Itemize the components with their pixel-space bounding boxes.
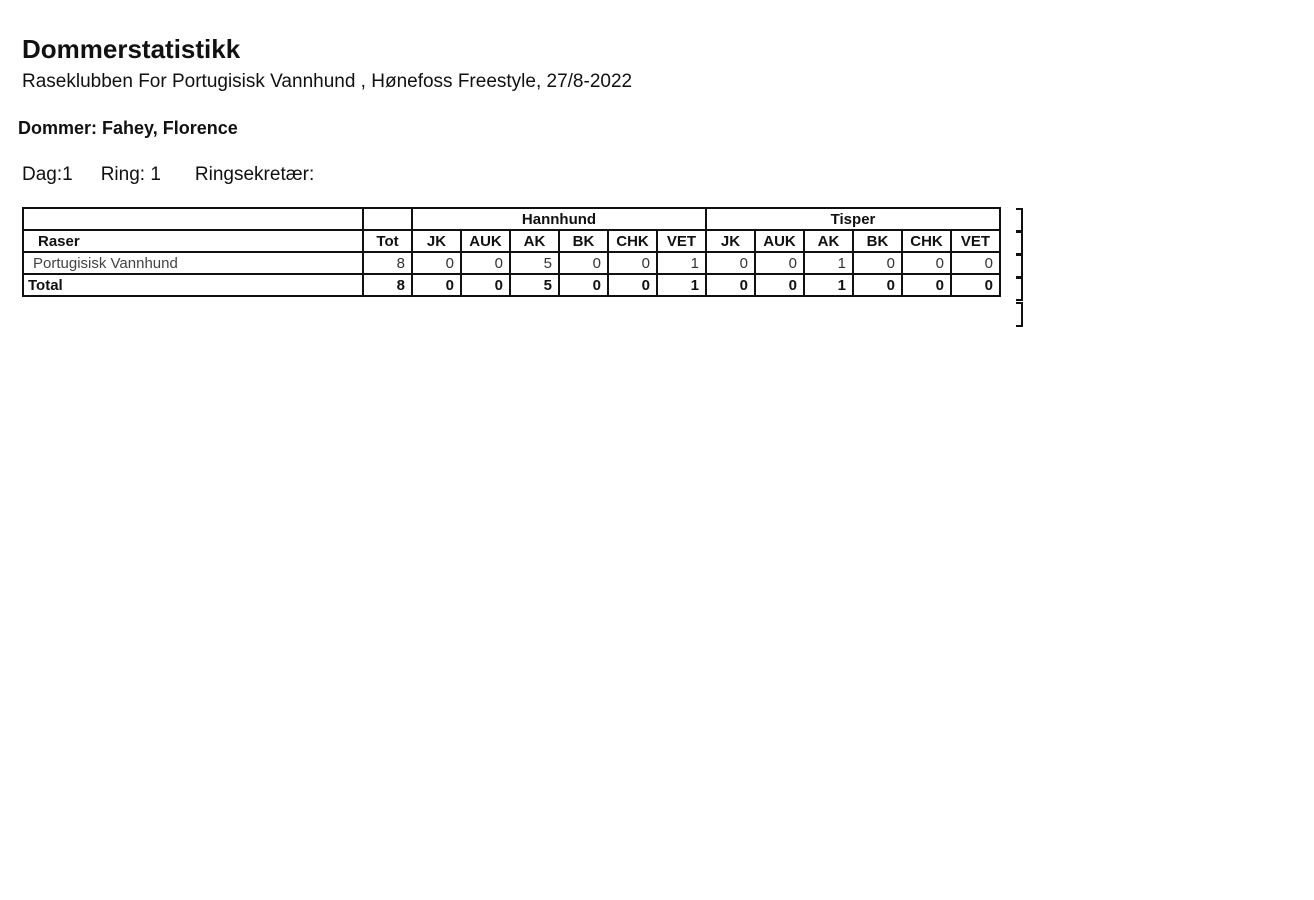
total-cell: 0 [461,274,510,296]
group-header-blank [23,208,363,230]
table-cell: 0 [461,252,510,274]
table-cell: 0 [755,252,804,274]
row-bracket [1016,208,1023,232]
row-bracket [1016,254,1023,278]
group-header-male: Hannhund [412,208,706,230]
event-subtitle: Raseklubben For Portugisisk Vannhund , Hønefoss Freestyle, 27/8-2022 [22,71,633,92]
total-cell: 1 [657,274,706,296]
total-cell: 1 [804,274,853,296]
row-bracket [1016,231,1023,255]
column-header: AK [804,230,853,252]
column-header: JK [706,230,755,252]
table-row [23,252,1000,274]
judge-statistics-table [22,207,1001,297]
row-tot: 8 [363,252,412,274]
table-cell: 5 [510,252,559,274]
column-header-row [23,230,1000,252]
total-cell: 0 [853,274,902,296]
total-cell: 0 [951,274,1000,296]
table-cell: 0 [902,252,951,274]
day-label: Dag:1 [22,164,73,185]
total-cell: 0 [559,274,608,296]
total-cell: 0 [706,274,755,296]
column-header: VET [657,230,706,252]
table-cell: 1 [657,252,706,274]
table-cell: 0 [559,252,608,274]
group-header-female: Tisper [706,208,1000,230]
row-bracket [1016,277,1023,301]
table-cell: 0 [608,252,657,274]
table-cell: 0 [951,252,1000,274]
row-bracket [1016,302,1023,327]
total-tot: 8 [363,274,412,296]
table-cell: 0 [412,252,461,274]
column-header: BK [853,230,902,252]
total-cell: 0 [608,274,657,296]
table-cell: 0 [706,252,755,274]
column-header: VET [951,230,1000,252]
column-header: AK [510,230,559,252]
column-header: BK [559,230,608,252]
column-header: JK [412,230,461,252]
total-cell: 0 [755,274,804,296]
table-cell: 0 [853,252,902,274]
group-header-row [23,208,1000,230]
total-cell: 0 [412,274,461,296]
column-header: CHK [902,230,951,252]
table-cell: 1 [804,252,853,274]
column-header-breed: Raser [23,230,363,252]
column-header: AUK [755,230,804,252]
column-header: CHK [608,230,657,252]
page-title: Dommerstatistikk [22,34,241,64]
total-label: Total [23,274,363,296]
total-row [23,274,1000,296]
secretary-label: Ringsekretær: [194,164,315,185]
group-header-blank-tot [363,208,412,230]
total-cell: 0 [902,274,951,296]
total-cell: 5 [510,274,559,296]
day-ring-line [22,164,314,186]
column-header-tot: Tot [363,230,412,252]
judge-name: Dommer: Fahey, Florence [18,118,238,138]
column-header: AUK [461,230,510,252]
ring-label: Ring: 1 [100,164,161,185]
breed-name: Portugisisk Vannhund [23,252,363,274]
